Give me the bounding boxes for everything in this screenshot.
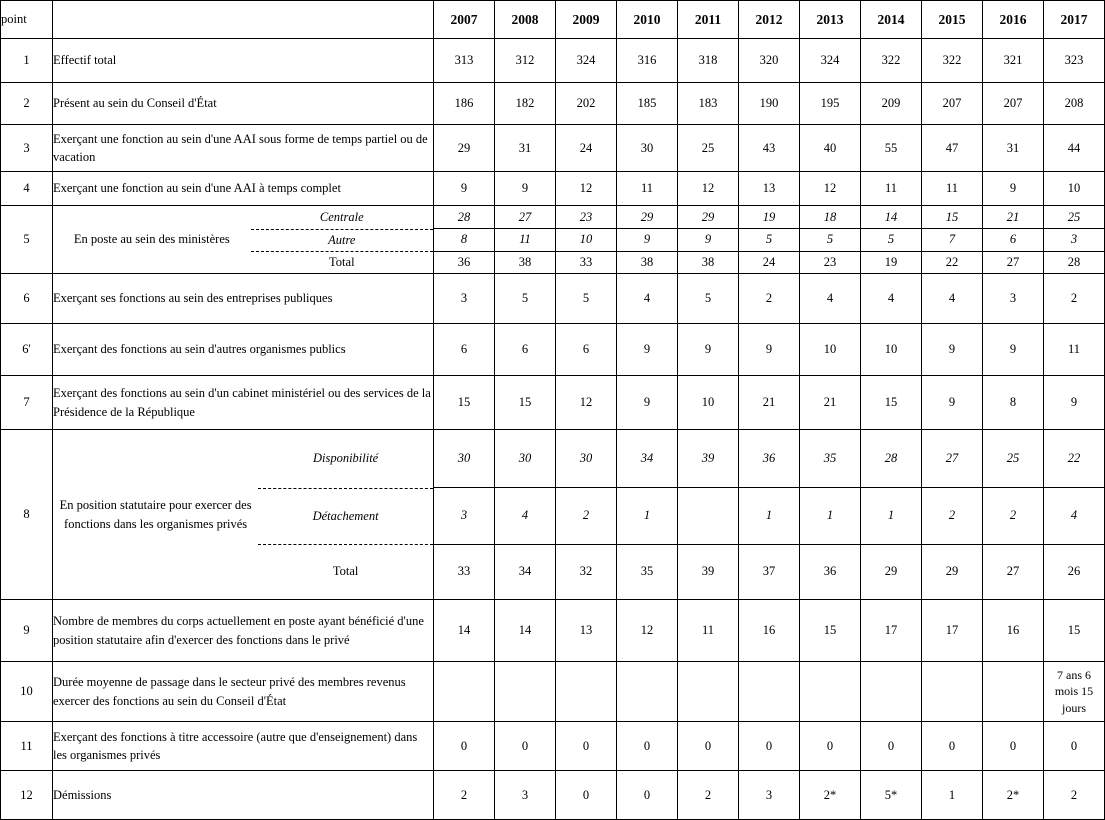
cell-value: 5 (495, 274, 556, 324)
cell-value (678, 488, 739, 544)
cell-value: 12 (556, 172, 617, 206)
table-row (1, 430, 1105, 488)
cell-value: 38 (495, 251, 556, 273)
cell-value: 24 (739, 251, 800, 273)
cell-value: 28 (434, 206, 495, 229)
cell-value: 27 (495, 206, 556, 229)
cell-value (556, 662, 617, 722)
cell-value: 11 (495, 229, 556, 251)
table-row (1, 771, 1105, 820)
cell-value (678, 662, 739, 722)
cell-value: 15 (495, 376, 556, 430)
cell-value: 10 (678, 376, 739, 430)
cell-value: 35 (617, 544, 678, 599)
cell-value: 43 (739, 125, 800, 172)
cell-value: 23 (556, 206, 617, 229)
cell-value: 9 (983, 172, 1044, 206)
cell-value: 5* (861, 771, 922, 820)
cell-value: 11 (1044, 324, 1105, 376)
table-row (1, 376, 1105, 430)
header-year-2012: 2012 (739, 1, 800, 39)
cell-value: 21 (800, 376, 861, 430)
cell-value: 10 (556, 229, 617, 251)
cell-value: 2* (983, 771, 1044, 820)
cell-value: 5 (861, 229, 922, 251)
cell-value: 55 (861, 125, 922, 172)
cell-value: 25 (983, 430, 1044, 488)
cell-value: 7 ans 6 mois 15 jours (1044, 662, 1105, 722)
cell-value: 1 (739, 488, 800, 544)
cell-value: 40 (800, 125, 861, 172)
cell-value: 4 (800, 274, 861, 324)
cell-value: 17 (922, 600, 983, 662)
header-year-2015: 2015 (922, 1, 983, 39)
header-point: point (1, 1, 53, 39)
subrow-label: Total (332, 564, 359, 579)
row-point: 5 (1, 206, 53, 274)
header-year-2014: 2014 (861, 1, 922, 39)
header-year-2008: 2008 (495, 1, 556, 39)
table-row (1, 600, 1105, 662)
cell-value: 318 (678, 39, 739, 83)
cell-value: 16 (983, 600, 1044, 662)
cell-value: 321 (983, 39, 1044, 83)
cell-value: 0 (617, 771, 678, 820)
cell-value: 34 (495, 544, 556, 599)
cell-value: 27 (983, 251, 1044, 273)
header-year-2011: 2011 (678, 1, 739, 39)
cell-value: 9 (617, 376, 678, 430)
cell-value: 13 (739, 172, 800, 206)
cell-value: 11 (922, 172, 983, 206)
cell-value: 28 (1044, 251, 1105, 273)
cell-value: 5 (800, 229, 861, 251)
cell-value: 9 (678, 229, 739, 251)
cell-value: 29 (434, 125, 495, 172)
cell-value: 0 (678, 722, 739, 771)
header-year-2007: 2007 (434, 1, 495, 39)
table-row (1, 324, 1105, 376)
cell-value: 4 (495, 488, 556, 544)
cell-value: 22 (922, 251, 983, 273)
cell-value: 15 (922, 206, 983, 229)
cell-value: 207 (983, 83, 1044, 125)
cell-value: 2 (983, 488, 1044, 544)
cell-value: 9 (617, 324, 678, 376)
cell-value: 32 (556, 544, 617, 599)
cell-value: 2 (678, 771, 739, 820)
row-label: Exerçant une fonction au sein d'une AAI à temps complet (53, 172, 434, 206)
cell-value: 4 (922, 274, 983, 324)
cell-value: 0 (1044, 722, 1105, 771)
row-point: 8 (1, 430, 53, 600)
row-point: 10 (1, 662, 53, 722)
cell-value: 322 (861, 39, 922, 83)
cell-value: 313 (434, 39, 495, 83)
cell-value: 12 (800, 172, 861, 206)
cell-value: 1 (861, 488, 922, 544)
cell-value: 10 (861, 324, 922, 376)
row-label: En position statutaire pour exercer des fonctions dans les organismes privés (59, 498, 252, 531)
cell-value: 12 (678, 172, 739, 206)
header-label-blank (53, 1, 434, 39)
cell-value: 29 (922, 544, 983, 599)
cell-value: 185 (617, 83, 678, 125)
cell-value: 9 (922, 324, 983, 376)
row-label: Exerçant une fonction au sein d'une AAI sous forme de temps partiel ou de vacation (53, 125, 434, 172)
cell-value: 323 (1044, 39, 1105, 83)
row-point: 3 (1, 125, 53, 172)
cell-value: 207 (922, 83, 983, 125)
cell-value: 5 (739, 229, 800, 251)
cell-value: 39 (678, 430, 739, 488)
cell-value: 15 (434, 376, 495, 430)
table-row (1, 83, 1105, 125)
cell-value: 30 (434, 430, 495, 488)
row-point: 6 (1, 274, 53, 324)
cell-value: 312 (495, 39, 556, 83)
cell-value: 30 (617, 125, 678, 172)
row-point: 4 (1, 172, 53, 206)
cell-value: 0 (556, 771, 617, 820)
cell-value: 27 (922, 430, 983, 488)
cell-value: 324 (800, 39, 861, 83)
row-point: 6' (1, 324, 53, 376)
header-year-2017: 2017 (1044, 1, 1105, 39)
cell-value: 24 (556, 125, 617, 172)
cell-value: 9 (922, 376, 983, 430)
cell-value: 39 (678, 544, 739, 599)
cell-value: 2 (434, 771, 495, 820)
row-label: Durée moyenne de passage dans le secteur privé des membres revenus exercer des fonctions au sein du Conseil d'État (53, 662, 434, 722)
cell-value: 1 (800, 488, 861, 544)
cell-value: 25 (1044, 206, 1105, 229)
cell-value: 0 (617, 722, 678, 771)
row-label: Nombre de membres du corps actuellement en poste ayant bénéficié d'une position statutaire afin d'exercer des fonctions dans le privé (53, 600, 434, 662)
cell-value: 34 (617, 430, 678, 488)
cell-value: 47 (922, 125, 983, 172)
cell-value: 2 (556, 488, 617, 544)
cell-value: 23 (800, 251, 861, 273)
cell-value: 0 (800, 722, 861, 771)
cell-value: 21 (983, 206, 1044, 229)
row-label-group (53, 206, 434, 274)
table-row (1, 722, 1105, 771)
cell-value: 16 (739, 600, 800, 662)
cell-value: 0 (739, 722, 800, 771)
cell-value: 19 (861, 251, 922, 273)
header-year-2016: 2016 (983, 1, 1044, 39)
cell-value: 202 (556, 83, 617, 125)
cell-value: 13 (556, 600, 617, 662)
cell-value: 9 (1044, 376, 1105, 430)
cell-value: 3 (434, 488, 495, 544)
cell-value: 3 (434, 274, 495, 324)
table-row (1, 172, 1105, 206)
cell-value: 2 (739, 274, 800, 324)
cell-value: 209 (861, 83, 922, 125)
cell-value: 37 (739, 544, 800, 599)
cell-value: 30 (556, 430, 617, 488)
row-label: Démissions (53, 771, 434, 820)
cell-value: 4 (1044, 488, 1105, 544)
cell-value: 15 (1044, 600, 1105, 662)
cell-value: 0 (495, 722, 556, 771)
subrow-label: Centrale (251, 206, 433, 229)
cell-value: 0 (861, 722, 922, 771)
cell-value: 182 (495, 83, 556, 125)
cell-value: 2 (1044, 771, 1105, 820)
cell-value: 15 (800, 600, 861, 662)
cell-value: 186 (434, 83, 495, 125)
header-year-2013: 2013 (800, 1, 861, 39)
row-label-group (53, 430, 434, 600)
cell-value: 322 (922, 39, 983, 83)
cell-value (922, 662, 983, 722)
cell-value (434, 662, 495, 722)
cell-value: 3 (1044, 229, 1105, 251)
cell-value (739, 662, 800, 722)
cell-value: 17 (861, 600, 922, 662)
cell-value: 29 (617, 206, 678, 229)
row-label: Exerçant des fonctions au sein d'un cabinet ministériel ou des services de la Présidence de la République (53, 376, 434, 430)
cell-value: 19 (739, 206, 800, 229)
cell-value: 6 (434, 324, 495, 376)
cell-value: 31 (495, 125, 556, 172)
cell-value: 22 (1044, 430, 1105, 488)
subrow-label: Détachement (258, 488, 433, 544)
cell-value: 1 (922, 771, 983, 820)
cell-value: 27 (983, 544, 1044, 599)
header-year-2010: 2010 (617, 1, 678, 39)
cell-value: 9 (495, 172, 556, 206)
cell-value: 29 (678, 206, 739, 229)
cell-value: 18 (800, 206, 861, 229)
cell-value: 324 (556, 39, 617, 83)
cell-value: 11 (678, 600, 739, 662)
cell-value: 29 (861, 544, 922, 599)
row-label: Présent au sein du Conseil d'État (53, 83, 434, 125)
cell-value: 35 (800, 430, 861, 488)
cell-value: 33 (434, 544, 495, 599)
cell-value: 14 (495, 600, 556, 662)
cell-value: 38 (617, 251, 678, 273)
table-header-row (1, 1, 1105, 39)
cell-value: 9 (983, 324, 1044, 376)
cell-value (800, 662, 861, 722)
cell-value: 14 (434, 600, 495, 662)
cell-value: 8 (983, 376, 1044, 430)
cell-value: 33 (556, 251, 617, 273)
cell-value: 208 (1044, 83, 1105, 125)
cell-value: 25 (678, 125, 739, 172)
cell-value: 5 (678, 274, 739, 324)
cell-value: 26 (1044, 544, 1105, 599)
cell-value: 3 (495, 771, 556, 820)
row-point: 12 (1, 771, 53, 820)
cell-value: 3 (739, 771, 800, 820)
subrow-label: Total (329, 254, 355, 269)
cell-value: 15 (861, 376, 922, 430)
cell-value: 6 (556, 324, 617, 376)
cell-value: 21 (739, 376, 800, 430)
cell-value: 316 (617, 39, 678, 83)
cell-value: 11 (617, 172, 678, 206)
cell-value: 9 (617, 229, 678, 251)
cell-value: 2* (800, 771, 861, 820)
subrow-label: Autre (251, 229, 433, 251)
cell-value: 5 (556, 274, 617, 324)
cell-value: 11 (861, 172, 922, 206)
cell-value: 36 (739, 430, 800, 488)
cell-value: 1 (617, 488, 678, 544)
cell-value: 0 (922, 722, 983, 771)
row-label: Effectif total (53, 39, 434, 83)
cell-value: 0 (983, 722, 1044, 771)
cell-value: 31 (983, 125, 1044, 172)
cell-value: 14 (861, 206, 922, 229)
cell-value: 3 (983, 274, 1044, 324)
cell-value: 8 (434, 229, 495, 251)
cell-value: 2 (922, 488, 983, 544)
cell-value: 44 (1044, 125, 1105, 172)
cell-value (861, 662, 922, 722)
cell-value: 36 (434, 251, 495, 273)
cell-value: 9 (678, 324, 739, 376)
cell-value: 0 (434, 722, 495, 771)
row-label: En poste au sein des ministères (73, 232, 230, 247)
cell-value: 195 (800, 83, 861, 125)
cell-value: 7 (922, 229, 983, 251)
row-point: 1 (1, 39, 53, 83)
cell-value: 4 (617, 274, 678, 324)
table-row (1, 662, 1105, 722)
cell-value: 9 (434, 172, 495, 206)
cell-value: 38 (678, 251, 739, 273)
table-row (1, 39, 1105, 83)
cell-value: 0 (556, 722, 617, 771)
row-label: Exerçant ses fonctions au sein des entreprises publiques (53, 274, 434, 324)
row-point: 9 (1, 600, 53, 662)
subrow-label: Disponibilité (258, 430, 433, 488)
row-label: Exerçant des fonctions au sein d'autres organismes publics (53, 324, 434, 376)
cell-value: 12 (556, 376, 617, 430)
cell-value (495, 662, 556, 722)
cell-value: 10 (1044, 172, 1105, 206)
row-point: 2 (1, 83, 53, 125)
cell-value (617, 662, 678, 722)
row-label: Exerçant des fonctions à titre accessoire (autre que d'enseignement) dans les organismes privés (53, 722, 434, 771)
cell-value: 6 (495, 324, 556, 376)
cell-value: 190 (739, 83, 800, 125)
cell-value: 9 (739, 324, 800, 376)
cell-value: 320 (739, 39, 800, 83)
cell-value: 2 (1044, 274, 1105, 324)
cell-value (983, 662, 1044, 722)
row-point: 7 (1, 376, 53, 430)
cell-value: 12 (617, 600, 678, 662)
cell-value: 10 (800, 324, 861, 376)
cell-value: 4 (861, 274, 922, 324)
cell-value: 30 (495, 430, 556, 488)
table-row (1, 206, 1105, 229)
cell-value: 183 (678, 83, 739, 125)
cell-value: 6 (983, 229, 1044, 251)
cell-value: 28 (861, 430, 922, 488)
header-year-2009: 2009 (556, 1, 617, 39)
cell-value: 36 (800, 544, 861, 599)
row-point: 11 (1, 722, 53, 771)
table-row (1, 125, 1105, 172)
table-row (1, 274, 1105, 324)
